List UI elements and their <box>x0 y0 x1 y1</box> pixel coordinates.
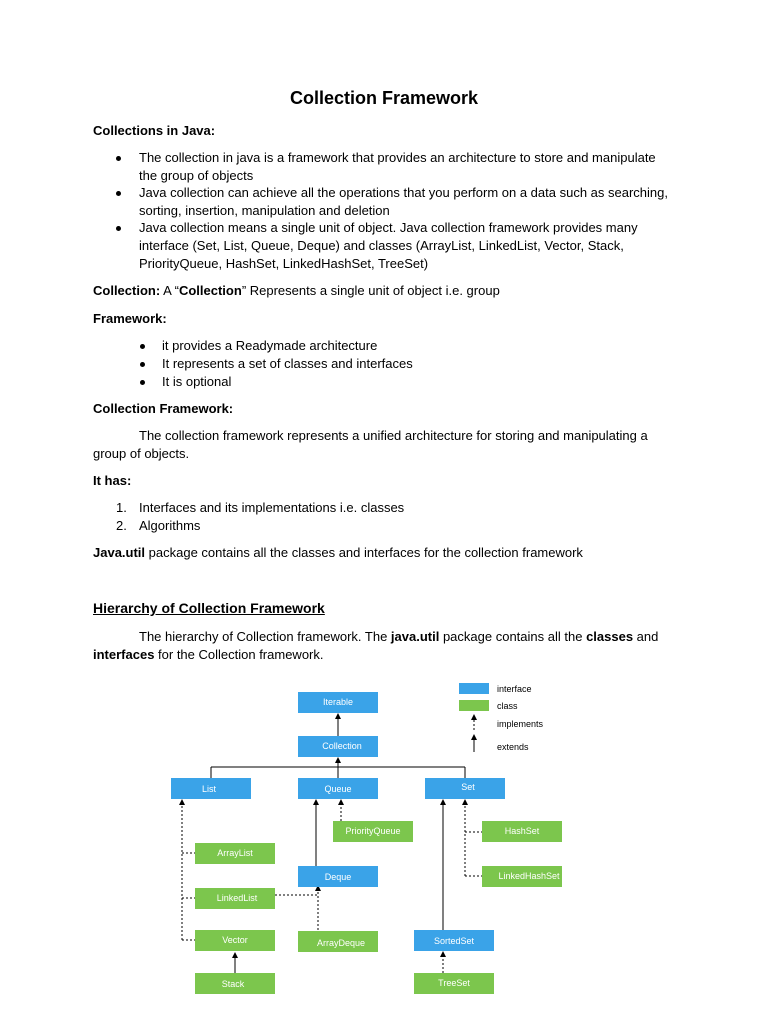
node-arraylist-label: ArrayList <box>217 848 253 858</box>
bullet-text: Java collection means a single unit of object. Java collection framework provides many <box>139 220 638 235</box>
node-set-label: Set <box>461 782 475 792</box>
node-sortedset-label: SortedSet <box>433 936 475 946</box>
bullet-text: Java collection can achieve all the operations that you perform on a data such as searching, <box>139 185 668 200</box>
node-linkedhashset-label: LinkedHashSet <box>498 871 560 881</box>
legend-implements-label: implements <box>497 719 544 729</box>
node-arraydeque-label: ArrayDeque <box>316 938 366 948</box>
bullet-text: sorting, insertion, manipulation and deletion <box>139 203 390 218</box>
node-iterable-label: Iterable <box>322 697 354 707</box>
legend-class-swatch <box>459 700 489 711</box>
diagram-nodes <box>171 692 562 994</box>
node-treeset-label: TreeSet <box>438 978 470 988</box>
text-span-bold: classes <box>586 629 634 644</box>
section-heading-framework: Framework: <box>93 311 167 326</box>
java-util-bold: Java.util <box>93 545 146 560</box>
diagram-legend <box>459 683 544 752</box>
section-heading-it-has: It has: <box>93 473 132 488</box>
section-heading-collection-framework: Collection Framework: <box>93 401 234 416</box>
bullet-text: It is optional <box>162 374 232 389</box>
bullet-text: it provides a Readymade architecture <box>162 338 378 353</box>
node-queue-label: Queue <box>324 784 352 794</box>
list-number: 2. <box>116 518 127 533</box>
legend-interface-label: interface <box>497 684 532 694</box>
node-priorityqueue-label: PriorityQueue <box>345 826 401 836</box>
text-span-bold: interfaces <box>93 647 155 662</box>
bullet-text: It represents a set of classes and interfaces <box>162 356 413 371</box>
legend-interface-swatch <box>459 683 489 694</box>
bullet-text: the group of objects <box>139 168 254 183</box>
paragraph-line: group of objects. <box>93 446 190 461</box>
node-linkedlist-label: LinkedList <box>216 893 258 903</box>
node-vector-label: Vector <box>222 935 248 945</box>
list-item: Interfaces and its implementations i.e. classes <box>139 500 405 515</box>
text-span: The hierarchy of Collection framework. The <box>139 629 391 644</box>
legend-extends-label: extends <box>497 742 529 752</box>
bullet-text: interface (Set, List, Queue, Deque) and classes (ArrayList, LinkedList, Vector, Stack, <box>139 238 624 253</box>
java-util-rest: package contains all the classes and interfaces for the collection framework <box>145 545 583 560</box>
section-heading-collections: Collections in Java: <box>93 123 216 138</box>
legend-class-label: class <box>497 701 518 711</box>
collection-def-label: Collection: <box>93 283 161 298</box>
node-list-label: List <box>201 784 217 794</box>
node-stack-label: Stack <box>221 979 245 989</box>
page-title: Collection Framework <box>289 88 479 108</box>
node-hashset-label: HashSet <box>504 826 540 836</box>
collection-def-post: ” Represents a single unit of object i.e. group <box>241 283 500 298</box>
collection-def-word: Collection <box>178 283 242 298</box>
node-collection-label: Collection <box>322 741 362 751</box>
text-span: and <box>633 629 659 644</box>
text-span: package contains all the <box>439 629 587 644</box>
text-span-bold: java.util <box>390 629 440 644</box>
bullet-text: PriorityQueue, HashSet, LinkedHashSet, TreeSet) <box>139 256 429 271</box>
list-item: Algorithms <box>139 518 201 533</box>
bullet-text: The collection in java is a framework that provides an architecture to store and manipulate <box>139 150 656 165</box>
collection-def-pre: A “ <box>160 283 179 298</box>
hierarchy-heading: Hierarchy of Collection Framework <box>93 600 325 616</box>
paragraph-line: The collection framework represents a unified architecture for storing and manipulating a <box>139 428 648 443</box>
node-deque-label: Deque <box>324 872 352 882</box>
list-number: 1. <box>116 500 127 515</box>
text-span: for the Collection framework. <box>154 647 324 662</box>
